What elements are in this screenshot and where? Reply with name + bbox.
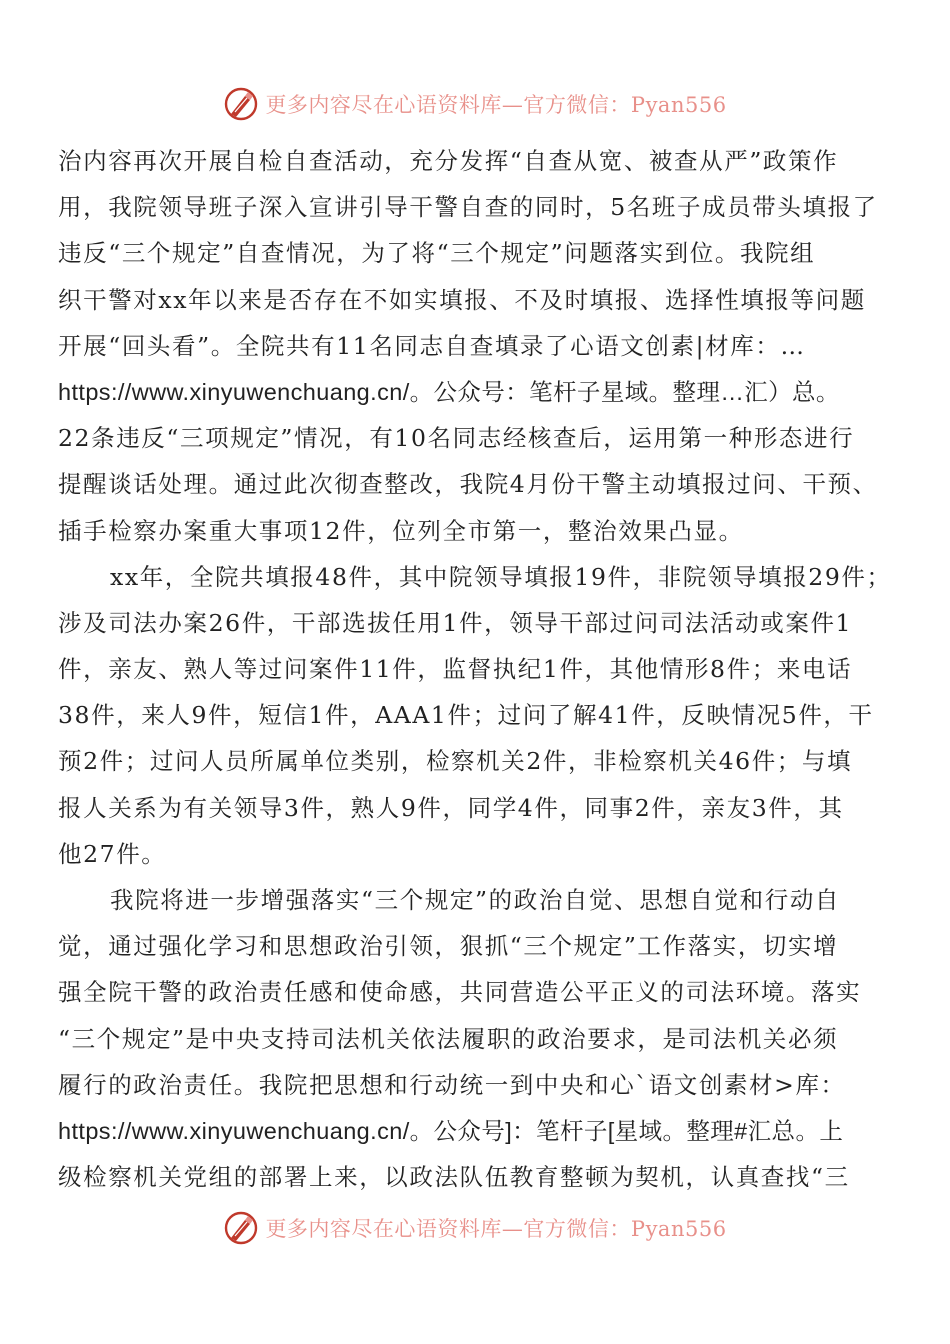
paragraph	[58, 877, 894, 1200]
text-line: 涉及司法办案26件，干部选拔任用1件，领导干部过问司法活动或案件1	[58, 608, 853, 637]
text-line: xx年，全院共填报48件，其中院领导填报19件，非院领导填报29件；	[110, 562, 892, 591]
header-banner	[0, 84, 950, 124]
text-line: 用，我院领导班子深入宣讲引导干警自查的同时，5名班子成员带头填报了	[58, 193, 878, 222]
text-line: 预2件；过问人员所属单位类别，检察机关2件，非检察机关46件；与填	[58, 747, 853, 776]
text-line: 38件，来人9件，短信1件，AAA1件；过问了解41件，反映情况5件，干	[58, 701, 874, 730]
text-line: 觉，通过强化学习和思想政治引领，狠抓“三个规定”工作落实，切实增	[58, 932, 839, 961]
text-line: 他27件。	[58, 839, 167, 868]
text-line: 违反“三个规定”自查情况，为了将“三个规定”问题落实到位。我院组	[58, 239, 816, 268]
text-line: 治内容再次开展自检自查活动，充分发挥“自查从宽、被查从严”政策作	[58, 147, 839, 175]
text-line: https://www.xinyuwenchuang.cn/。公众号：笔杆子星域。整理…汇）总。	[58, 378, 840, 405]
text-line: 强全院干警的政治责任感和使命感，共同营造公平正义的司法环境。落实	[58, 978, 862, 1007]
text-line: 我院将进一步增强落实“三个规定”的政治自觉、思想自觉和行动自	[110, 886, 841, 914]
paragraph	[58, 138, 894, 554]
text-line: “三个规定”是中央支持司法机关依法履职的政治要求，是司法机关必须	[58, 1024, 839, 1053]
text-line: 插手检察办案重大事项12件，位列全市第一，整治效果凸显。	[58, 516, 744, 545]
paragraph	[58, 554, 894, 877]
pen-nib-logo-icon	[223, 1210, 259, 1246]
header-banner-text: 更多内容尽在心语资料库—官方微信：Pyan556	[265, 93, 727, 117]
text-line: 开展“回头看”。全院共有11名同志自查填录了心语文创素|材库：…	[58, 331, 806, 360]
text-line: 22条违反“三项规定”情况，有10名同志经核查后，运用第一种形态进行	[58, 424, 855, 453]
article-body	[58, 138, 894, 1200]
pen-nib-logo-icon	[223, 86, 259, 122]
text-line: 级检察机关党组的部署上来，以政法队伍教育整顿为契机，认真查找“三	[58, 1163, 850, 1192]
text-line: https://www.xinyuwenchuang.cn/。公众号]：笔杆子[星域。整理#汇总。上	[58, 1117, 844, 1144]
text-line: 织干警对xx年以来是否存在不如实填报、不及时填报、选择性填报等问题	[58, 285, 866, 314]
text-line: 履行的政治责任。我院把思想和行动统一到中央和心`语文创素材>库：	[58, 1070, 846, 1099]
text-line: 报人关系为有关领导3件，熟人9件，同学4件，同事2件，亲友3件，其	[58, 793, 844, 822]
text-line: 提醒谈话处理。通过此次彻查整改，我院4月份干警主动填报过问、干预、	[58, 470, 878, 499]
footer-banner-text: 更多内容尽在心语资料库—官方微信：Pyan556	[265, 1217, 727, 1241]
footer-banner	[0, 1208, 950, 1248]
text-line: 件，亲友、熟人等过问案件11件，监督执纪1件，其他情形8件；来电话	[58, 655, 853, 684]
